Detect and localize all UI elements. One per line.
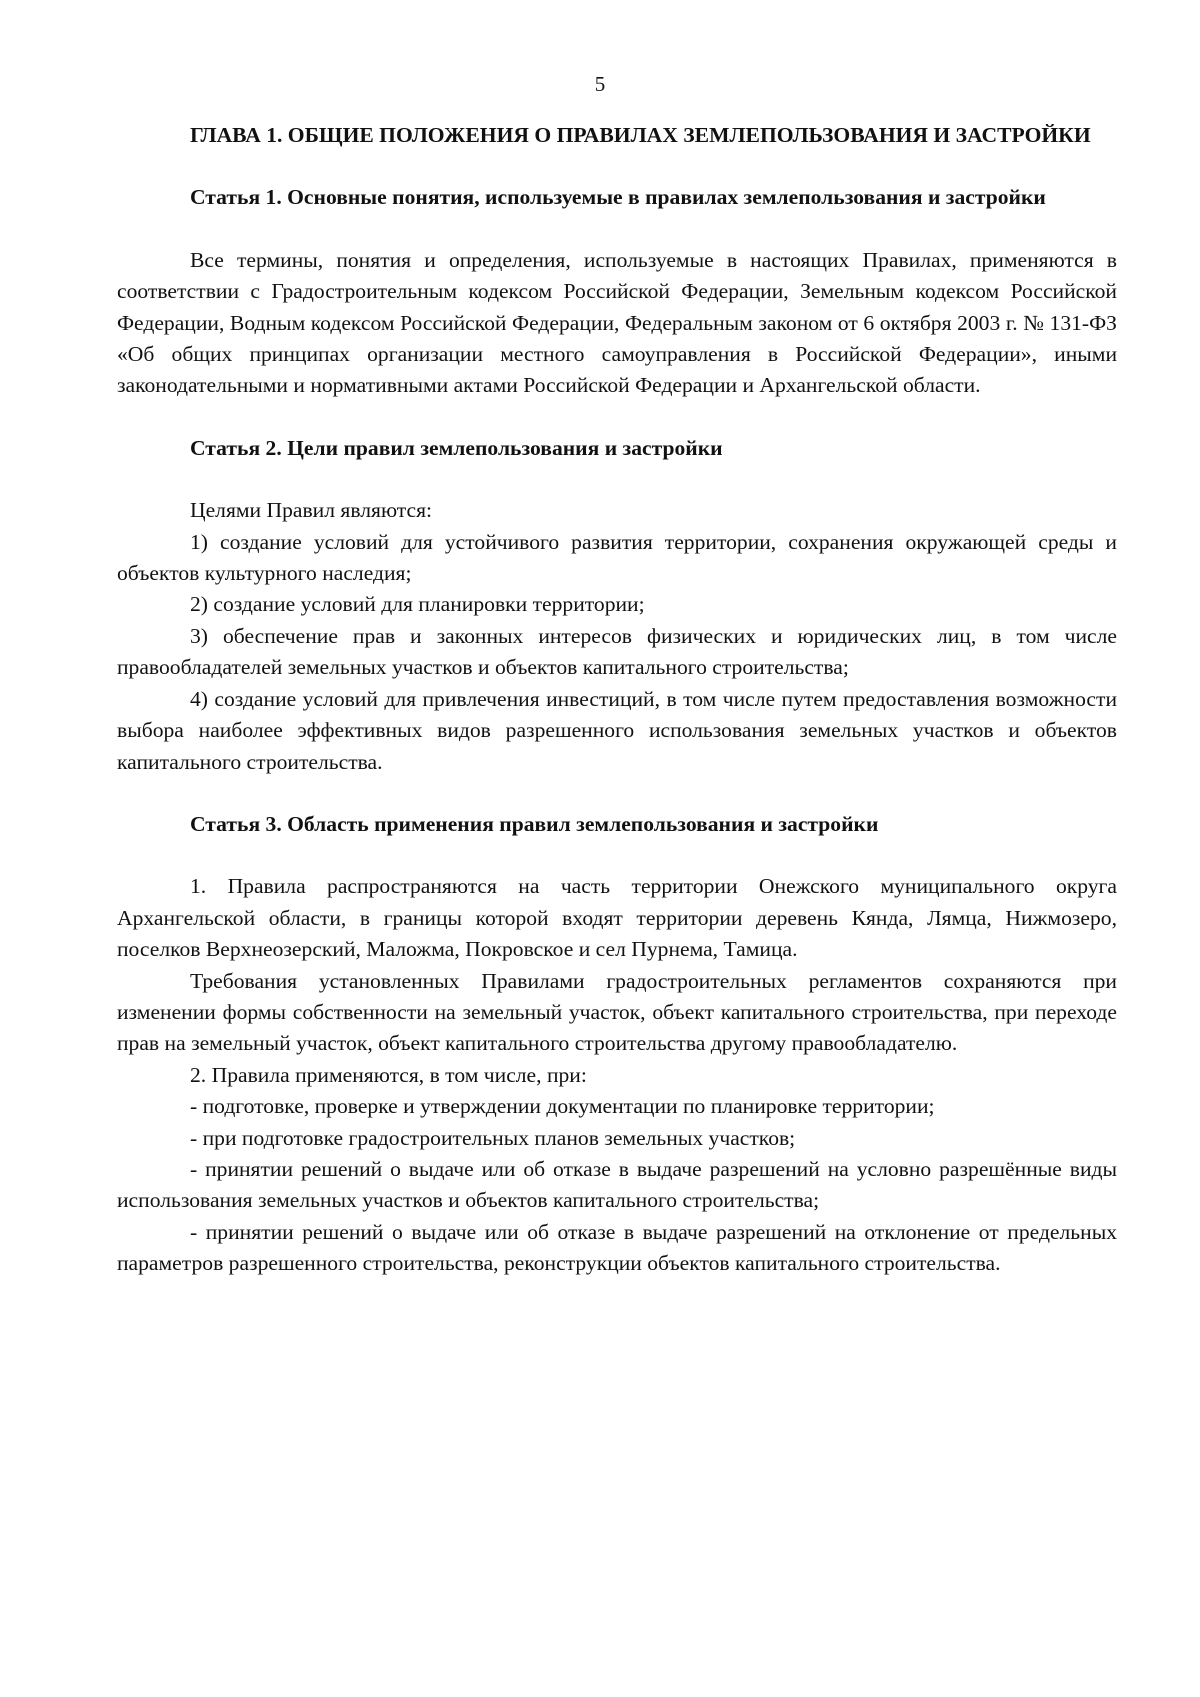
article-2-paragraph: 3) обеспечение прав и законных интересов физических и юридических лиц, в том числе правообладателей земельных участков и объектов капитального строительства; [117,623,1117,680]
article-3-paragraph: Требования установленных Правилами градостроительных регламентов сохраняются при изменении формы собственности на земельный участок, объект капитального строительства, при переходе прав на земельный участок, объект капитального строительства другому правообладателю. [117,968,1117,1056]
article-3-list-item: - подготовке, проверке и утверждении документации по планировке территории; [190,1094,935,1119]
article-2-paragraph: 2) создание условий для планировки территории; [190,592,645,617]
article-3-list-item: - при подготовке градостроительных планов земельных участков; [190,1125,796,1150]
article-3-title: Статья 3. Область применения правил землепользования и застройки [190,811,879,836]
article-2-paragraph: 4) создание условий для привлечения инвестиций, в том числе путем предоставления возможности выбора наиболее эффективных видов разрешенного использования земельных участков и объектов капитального строительства. [117,686,1117,774]
article-3-paragraph: 2. Правила применяются, в том числе, при: [190,1062,587,1087]
article-3-list-item: - принятии решений о выдаче или об отказе в выдаче разрешений на отклонение от предельных параметров разрешенного строительства, реконструкции объектов капитального строительства. [117,1219,1117,1276]
page-number: 5 [594,72,606,96]
article-3-list-item: - принятии решений о выдаче или об отказе в выдаче разрешений на условно разрешённые виды использования земельных участков и объектов капитального строительства; [117,1156,1117,1213]
article-1-title: Статья 1. Основные понятия, используемые в правилах землепользования и застройки [190,185,1046,210]
article-2-paragraph: Целями Правил являются: [190,498,433,523]
article-1-paragraph: Все термины, понятия и определения, используемые в настоящих Правилах, применяются в соответствии с Градостроительным кодексом Российской Федерации, Земельным кодексом Российской Федерации, Водным кодексом Российской Федерации, Федеральным законом от 6 октября 2003 г. № 131-ФЗ «Об общих принципах организации местного самоуправления в Российской Федерации», иными законодательными и нормативными актами Российской Федерации и Архангельской области. [117,247,1117,398]
article-2-title: Статья 2. Цели правил землепользования и застройки [190,435,723,460]
chapter-title: ГЛАВА 1. ОБЩИЕ ПОЛОЖЕНИЯ О ПРАВИЛАХ ЗЕМЛЕПОЛЬЗОВАНИЯ И ЗАСТРОЙКИ [190,123,1091,147]
article-2-paragraph: 1) создание условий для устойчивого развития территории, сохранения окружающей среды и объектов культурного наследия; [117,529,1117,586]
document-body [117,120,1117,1280]
article-3-paragraph: 1. Правила распространяются на часть территории Онежского муниципального округа Архангельской области, в границы которой входят территории деревень Кянда, Лямца, Нижмозеро, поселков Верхнеозерский, Маложма, Покровское и сел Пурнема, Тамица. [117,874,1117,962]
